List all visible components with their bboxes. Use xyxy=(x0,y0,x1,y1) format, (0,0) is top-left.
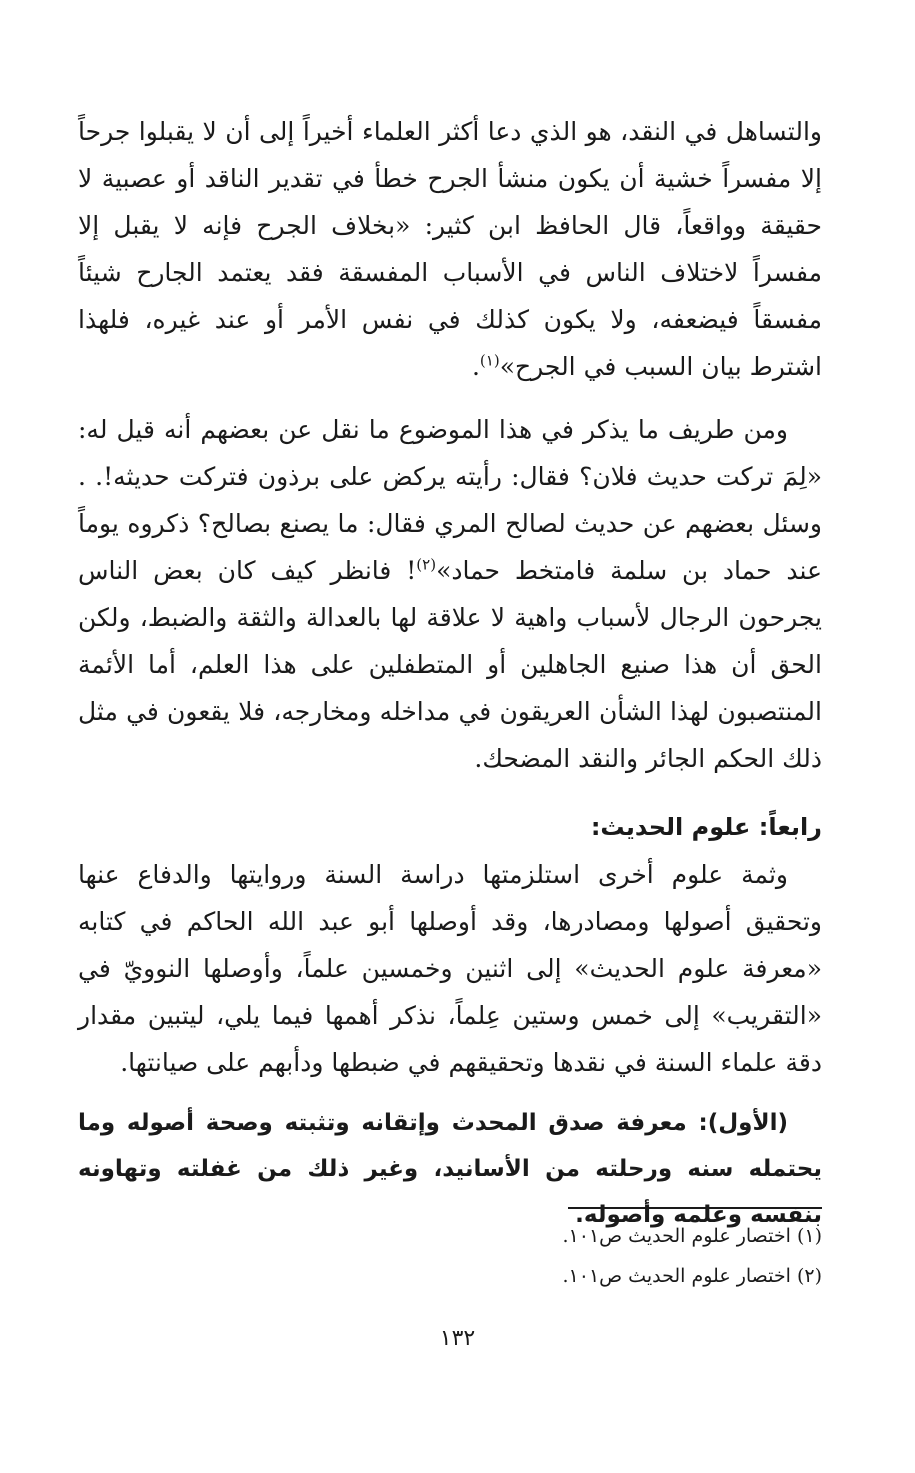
footnote-2: (٢) اختصار علوم الحديث ص١٠١. xyxy=(562,1265,822,1287)
footnote-ref-1: (١) xyxy=(479,351,500,370)
footnotes xyxy=(360,1216,822,1296)
paragraph-4: (الأول): معرفة صدق المحدث وإتقانه وتثبته وصحة أصوله وما يحتمله سنه ورحلته من الأسانيد، وغير ذلك من غفلته وتهاونه بنفسه وعلمه وأصوله. xyxy=(78,1110,822,1228)
page-number: ١٣٢ xyxy=(439,1326,476,1351)
footnote-ref-2: (٢) xyxy=(416,555,437,574)
footnote-divider xyxy=(568,1207,822,1209)
section-heading: رابعاً: علوم الحديث: xyxy=(590,813,822,841)
paragraph-2 xyxy=(78,406,822,782)
main-text xyxy=(78,108,822,1238)
paragraph-1-end: . xyxy=(471,352,480,381)
paragraph-3: وثمة علوم أخرى استلزمتها دراسة السنة وروايتها والدفاع عنها وتحقيق أصولها ومصادرها، وقد أوصلها أبو عبد الله الحاكم في كتابه «معرفة علوم الحديث» إلى اثنين وخمسين علماً، وأوصلها النوويّ في «التقريب» إلى خمس وستين عِلماً، نذكر أهمها فيما يلي، ليتبين مقدار دقة علماء السنة في نقدها وتحقيقهم في ضبطها ودأبهم على صيانتها. xyxy=(78,860,822,1077)
paragraph-1 xyxy=(78,108,822,390)
paragraph-1-text: والتساهل في النقد، هو الذي دعا أكثر العلماء أخيراً إلى أن لا يقبلوا جرحاً إلا مفسراً خشية أن يكون منشأ الجرح خطأ في تقدير الناقد أو عصبية لا حقيقة وواقعاً، قال الحافظ ابن كثير: «بخلاف الجرح فإنه لا يقبل إلا مفسراً لاختلاف الناس في الأسباب المفسقة فقد يعتمد الجارح شيئاً مفسقاً فيضعفه، ولا يكون كذلك في نفس الأمر أو عند غيره، فلهذا اشترط بيان السبب في الجرح» xyxy=(78,117,822,381)
paragraph-2-text: ومن طريف ما يذكر في هذا الموضوع ما نقل عن بعضهم أنه قيل له: «لِمَ تركت حديث فلان؟ فقال: رأيته يركض على برذون فتركت حديثه!. . وسئل بعضهم عن حديث لصالح المري فقال: ما يصنع بصالح؟ ذكروه يوماً عند حماد بن سلمة فامتخط حماد» xyxy=(78,415,822,585)
footnote-1: (١) اختصار علوم الحديث ص١٠١. xyxy=(562,1225,822,1247)
paragraph-2-rest: ! فانظر كيف كان بعض الناس يجرحون الرجال لأسباب واهية لا علاقة لها بالعدالة والثقة والضبط، ولكن الحق أن هذا صنيع الجاهلين أو المتطفلين على هذا العلم، أما الأئمة المنتصبون لهذا الشأن العريقون في مداخله ومخارجه، فلا يقعون في مثل ذلك الحكم الجائر والنقد المضحك. xyxy=(78,556,822,773)
